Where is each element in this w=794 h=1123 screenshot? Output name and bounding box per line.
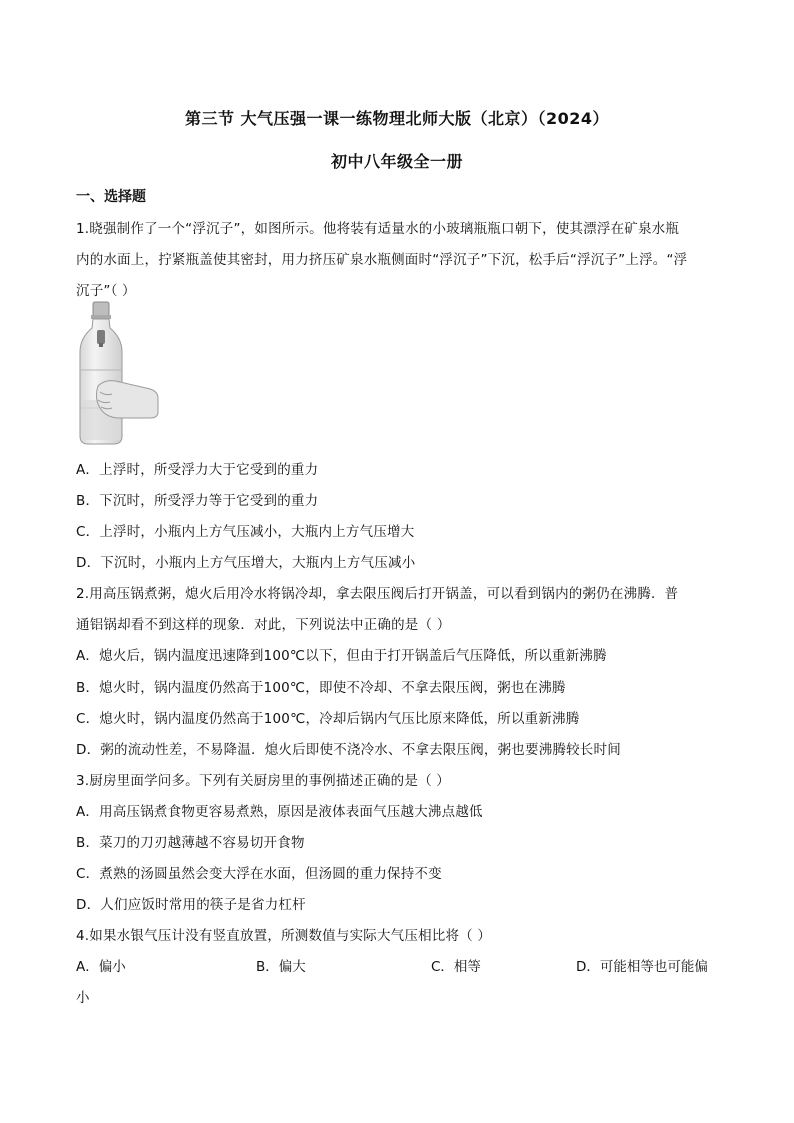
- q1-option-a: A．上浮时，所受浮力大于它受到的重力: [76, 462, 319, 478]
- q2-option-a: A．熄火后，锅内温度迅速降到100℃以下，但由于打开锅盖后气压降低，所以重新沸腾: [76, 648, 607, 664]
- q3-option-b: B．菜刀的刀刃越薄越不容易切开食物: [76, 835, 305, 851]
- q1-option-b: B．下沉时，所受浮力等于它受到的重力: [76, 493, 319, 509]
- q2-option-b: B．熄火时，锅内温度仍然高于100℃，即使不冷却、不拿去限压阀，粥也在沸腾: [76, 680, 566, 696]
- document-title: 第三节 大气压强一课一练物理北师大版（北京）（2024）: [184, 109, 610, 128]
- q4-options-row: [76, 955, 726, 975]
- q2-stem-line1: 2.用高压锅煮粥，熄火后用冷水将锅冷却，拿去限压阀后打开锅盖，可以看到锅内的粥仍在沸腾．普: [76, 586, 679, 602]
- document-subtitle: 初中八年级全一册: [330, 152, 463, 171]
- q3-option-d: D．人们应饭时常用的筷子是省力杠杆: [76, 897, 306, 913]
- q1-stem-line3: 沉子”（ ）: [76, 283, 136, 299]
- q1-option-d: D．下沉时，小瓶内上方气压增大，大瓶内上方气压减小: [76, 555, 416, 571]
- q4-option-a: A．偏小: [76, 959, 126, 975]
- q2-option-c: C．熄火时，锅内温度仍然高于100℃，冷却后锅内气压比原来降低，所以重新沸腾: [76, 711, 580, 727]
- q3-stem: 3.厨房里面学问多。下列有关厨房里的事例描述正确的是（ ）: [76, 773, 450, 789]
- q2-stem-line2: 通铝锅却看不到这样的现象．对此，下列说法中正确的是（ ）: [76, 617, 451, 633]
- q4-option-c: C．相等: [431, 959, 481, 975]
- q2-option-d: D．粥的流动性差，不易降温．熄火后即使不浇冷水、不拿去限压阀，粥也要沸腾较长时间: [76, 742, 621, 758]
- q1-stem-line2: 内的水面上，拧紧瓶盖使其密封，用力挤压矿泉水瓶侧面时“浮沉子”下沉，松手后“浮沉子”上浮。“浮: [76, 252, 688, 268]
- q4-stem: 4.如果水银气压计没有竖直放置，所测数值与实际大气压相比将（ ）: [76, 928, 492, 944]
- q1-option-c: C．上浮时，小瓶内上方气压减小，大瓶内上方气压增大: [76, 524, 415, 540]
- q4-option-d: D．可能相等也可能偏: [576, 959, 708, 975]
- q4-option-d-continued: 小: [76, 990, 90, 1006]
- q1-stem-line1: 1.晓强制作了一个“浮沉子”，如图所示。他将装有适量水的小玻璃瓶瓶口朝下，使其漂浮在矿泉水瓶: [76, 221, 680, 237]
- q3-option-c: C．煮熟的汤圆虽然会变大浮在水面，但汤圆的重力保持不变: [76, 866, 442, 882]
- section-heading: 一、选择题: [76, 189, 146, 205]
- bottle-figure: [76, 300, 160, 446]
- q3-option-a: A．用高压锅煮食物更容易煮熟，原因是液体表面气压越大沸点越低: [76, 804, 483, 820]
- q4-option-b: B．偏大: [256, 959, 306, 975]
